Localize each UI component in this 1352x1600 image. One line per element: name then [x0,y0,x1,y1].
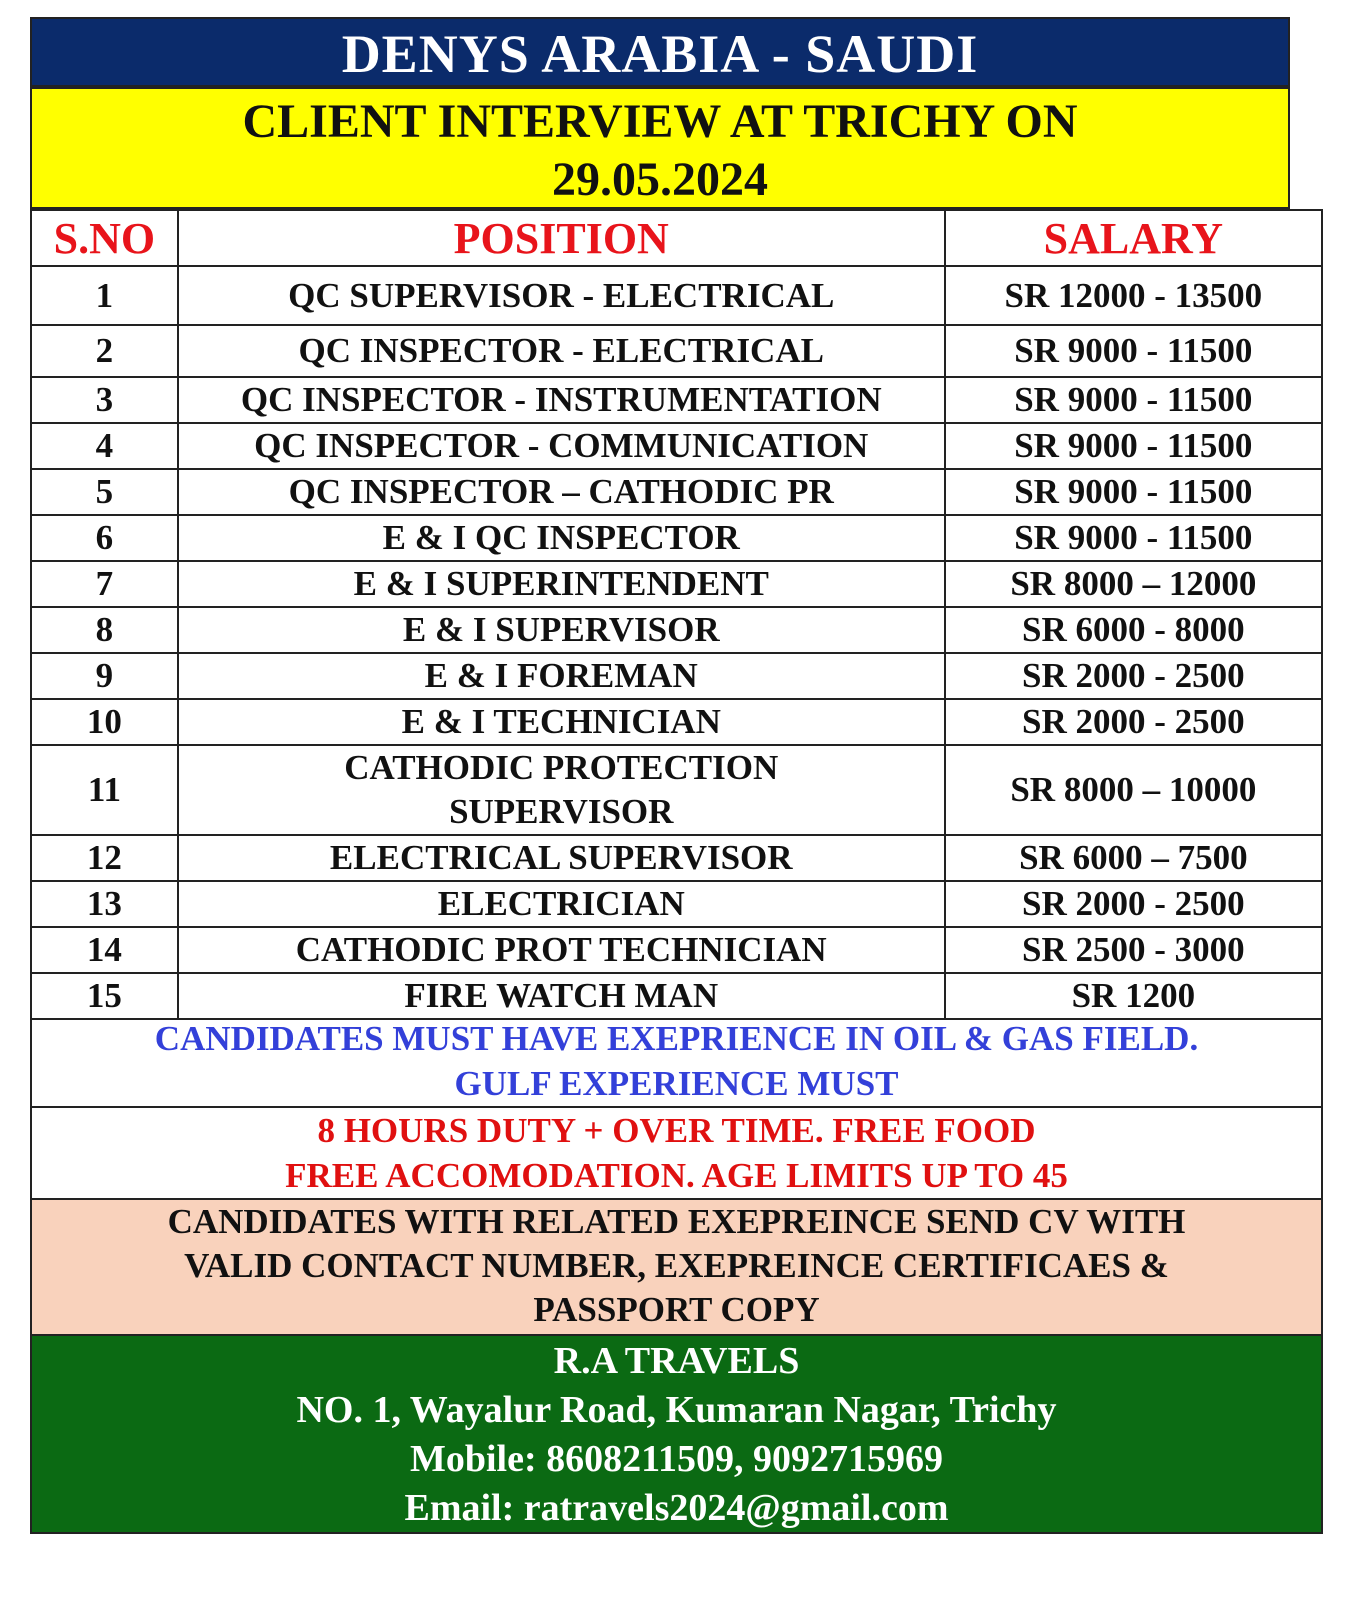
table-row [31,607,1322,653]
table-row [31,881,1322,927]
row-sno: 4 [31,423,178,469]
row-position: E & I FOREMAN [178,653,945,699]
poster-title: DENYS ARABIA - SAUDI [30,17,1290,87]
row-salary: SR 9000 - 11500 [945,325,1322,377]
table-header-row [31,210,1322,266]
row-position-line: SUPERVISOR [449,792,674,831]
row-salary: SR 2000 - 2500 [945,699,1322,745]
row-position: E & I TECHNICIAN [178,699,945,745]
mobile-numbers[interactable]: Mobile: 8608211509, 9092715969 [409,1438,944,1480]
contact-block [30,1336,1323,1534]
row-sno: 3 [31,377,178,423]
row-position: QC INSPECTOR – CATHODIC PR [178,469,945,515]
application-instructions [30,1200,1323,1336]
row-sno: 13 [31,881,178,927]
row-position: QC INSPECTOR - ELECTRICAL [178,325,945,377]
row-position: QC INSPECTOR - COMMUNICATION [178,423,945,469]
row-sno: 7 [31,561,178,607]
benefits-note [30,1108,1323,1200]
table-row [31,653,1322,699]
table-row [31,515,1322,561]
row-position: E & I SUPERINTENDENT [178,561,945,607]
table-row [31,423,1322,469]
row-salary: SR 8000 – 10000 [945,745,1322,835]
row-position-line: CATHODIC PROTECTION [344,748,779,787]
table-row [31,927,1322,973]
row-salary: SR 9000 - 11500 [945,423,1322,469]
row-salary: SR 2000 - 2500 [945,653,1322,699]
table-row [31,325,1322,377]
table-row [31,835,1322,881]
row-position: ELECTRICIAN [178,881,945,927]
row-sno: 5 [31,469,178,515]
email-address[interactable]: Email: ratravels2024@gmail.com [404,1487,949,1529]
table-row [31,561,1322,607]
row-sno: 8 [31,607,178,653]
row-sno: 1 [31,266,178,325]
row-salary: SR 6000 - 8000 [945,607,1322,653]
row-salary: SR 2000 - 2500 [945,881,1322,927]
apply-line: PASSPORT COPY [533,1290,820,1329]
row-salary: SR 9000 - 11500 [945,377,1322,423]
row-salary: SR 2500 - 3000 [945,927,1322,973]
row-position [178,745,945,835]
row-sno: 6 [31,515,178,561]
row-sno: 11 [31,745,178,835]
header-position: POSITION [178,210,945,266]
row-salary: SR 12000 - 13500 [945,266,1322,325]
row-position: ELECTRICAL SUPERVISOR [178,835,945,881]
table-row [31,469,1322,515]
row-position: E & I SUPERVISOR [178,607,945,653]
apply-line: VALID CONTACT NUMBER, EXEPREINCE CERTIFICAES & [184,1246,1169,1285]
experience-line: CANDIDATES MUST HAVE EXEPRIENCE IN OIL & GAS FIELD. [154,1019,1199,1058]
company-name: R.A TRAVELS [553,1340,800,1382]
table-row [31,377,1322,423]
company-address: NO. 1, Wayalur Road, Kumaran Nagar, Trichy [296,1389,1057,1431]
table-row [31,973,1322,1019]
row-sno: 10 [31,699,178,745]
row-salary: SR 6000 – 7500 [945,835,1322,881]
row-position: FIRE WATCH MAN [178,973,945,1019]
row-sno: 9 [31,653,178,699]
positions-table [30,209,1323,1020]
row-salary: SR 8000 – 12000 [945,561,1322,607]
benefits-line: FREE ACCOMODATION. AGE LIMITS UP TO 45 [285,1156,1068,1195]
interview-line: CLIENT INTERVIEW AT TRICHY ON [242,95,1078,148]
row-salary: SR 1200 [945,973,1322,1019]
experience-requirement [30,1016,1323,1108]
row-sno: 15 [31,973,178,1019]
interview-banner [30,87,1290,209]
row-sno: 2 [31,325,178,377]
row-salary: SR 9000 - 11500 [945,469,1322,515]
header-salary: SALARY [945,210,1322,266]
apply-line: CANDIDATES WITH RELATED EXEPREINCE SEND CV WITH [167,1202,1186,1241]
experience-line: GULF EXPERIENCE MUST [454,1064,899,1103]
benefits-line: 8 HOURS DUTY + OVER TIME. FREE FOOD [317,1111,1036,1150]
header-sno: S.NO [31,210,178,266]
row-position: CATHODIC PROT TECHNICIAN [178,927,945,973]
row-position: QC SUPERVISOR - ELECTRICAL [178,266,945,325]
row-salary: SR 9000 - 11500 [945,515,1322,561]
row-position: QC INSPECTOR - INSTRUMENTATION [178,377,945,423]
interview-date: 29.05.2024 [552,153,768,206]
table-row [31,266,1322,325]
row-sno: 14 [31,927,178,973]
row-sno: 12 [31,835,178,881]
row-position: E & I QC INSPECTOR [178,515,945,561]
table-row [31,699,1322,745]
table-row [31,745,1322,835]
